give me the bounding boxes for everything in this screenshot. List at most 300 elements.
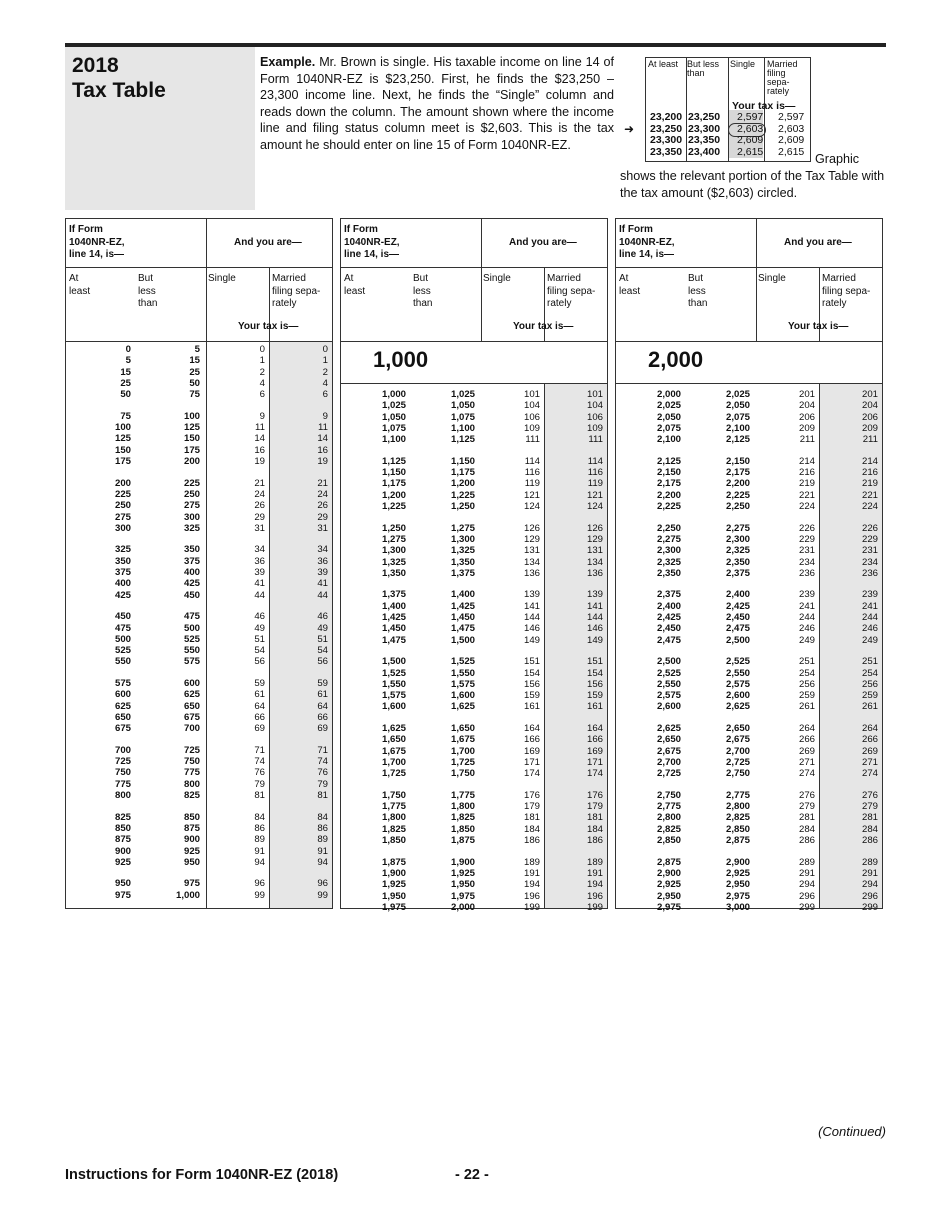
but-less-than-cell: 225 (183, 477, 200, 489)
at-least-cell: 2,425 (656, 612, 681, 623)
married-tax-cell: 261 (861, 701, 878, 713)
at-least-cell: 1,350 (381, 567, 406, 579)
at-least-cell: 1,950 (381, 890, 406, 902)
single-tax-cell: 76 (254, 767, 265, 779)
married-tax-cell: 274 (861, 768, 878, 780)
but-less-than-cell: 625 (183, 689, 200, 701)
single-tax-cell: 64 (254, 700, 265, 712)
at-least-cell: 2,025 (656, 400, 681, 412)
at-least-cell: 1,775 (381, 801, 406, 813)
mini-cell: 23,200 (650, 111, 683, 123)
at-least-cell: 2,625 (656, 723, 681, 734)
married-label: Married (822, 273, 856, 284)
but-less-than-cell: 2,000 (450, 901, 475, 913)
single-tax-cell: 21 (254, 477, 265, 489)
but-less-than-label: But (138, 273, 154, 284)
at-least-cell: 1,800 (381, 812, 406, 824)
married-tax-cell: 61 (317, 689, 328, 701)
at-least-label: At (69, 273, 79, 284)
at-least-cell: 775 (114, 778, 131, 790)
married-tax-cell: 121 (586, 489, 603, 501)
single-tax-cell: 211 (799, 434, 815, 446)
at-least-cell: 1,975 (381, 901, 406, 913)
at-least-cell: 2,500 (656, 656, 681, 668)
at-least-cell: 200 (114, 477, 131, 489)
but-less-than-cell: 2,100 (725, 422, 750, 434)
married-tax-cell: 74 (317, 756, 328, 768)
married-tax-cell: 4 (322, 377, 328, 389)
single-tax-cell: 59 (254, 678, 265, 689)
but-less-than-cell: 1,675 (450, 734, 475, 746)
single-tax-cell: 279 (798, 801, 815, 813)
single-tax-cell: 9 (259, 410, 265, 422)
at-least-label: At (619, 273, 629, 284)
but-less-than-cell: 1,350 (450, 556, 475, 568)
mini-cell: 23,350 (688, 134, 721, 146)
at-least-cell: 800 (114, 790, 131, 801)
single-tax-cell: 41 (254, 578, 265, 590)
at-least-cell: 2,350 (656, 567, 681, 579)
married-tax-cell: 169 (586, 745, 603, 757)
at-least-cell: 150 (114, 444, 131, 456)
at-least-cell: 1,000 (381, 389, 406, 400)
but-less-than-label: less (413, 285, 431, 297)
married-tax-cell: 16 (317, 444, 328, 456)
at-least-cell: 2,450 (656, 623, 681, 635)
mini-cell: 23,300 (688, 122, 721, 135)
married-tax-cell: 124 (586, 501, 603, 512)
single-tax-cell: 51 (254, 633, 265, 645)
married-tax-cell: 149 (586, 634, 603, 646)
at-least-cell: 2,200 (656, 489, 681, 501)
mini-row (650, 112, 810, 124)
but-less-than-cell: 425 (183, 578, 200, 590)
married-tax-cell: 69 (317, 723, 328, 735)
but-less-than-cell: 1,175 (450, 467, 475, 479)
married-tax-cell: 204 (861, 400, 878, 412)
but-less-than-cell: 75 (189, 389, 200, 401)
mini-cell: 2,609 (778, 134, 805, 146)
single-tax-cell: 271 (798, 756, 815, 768)
at-least-cell: 1,575 (381, 690, 406, 702)
single-tax-cell: 286 (798, 835, 815, 846)
at-least-cell: 1,550 (381, 678, 406, 690)
single-tax-cell: 276 (798, 789, 815, 801)
single-tax-cell: 0 (259, 344, 265, 355)
but-less-than-cell: 2,750 (725, 768, 750, 780)
single-tax-cell: 121 (523, 489, 540, 501)
at-least-cell: 1,675 (381, 745, 406, 757)
if-form-label: If Form (344, 224, 378, 235)
at-least-cell: 2,375 (656, 589, 681, 601)
married-tax-cell: 89 (317, 834, 328, 846)
but-less-than-cell: 2,575 (725, 678, 750, 690)
married-tax-cell: 146 (586, 623, 603, 635)
single-tax-cell: 109 (523, 422, 540, 434)
at-least-cell: 175 (114, 456, 131, 467)
married-tax-cell: 174 (586, 768, 603, 780)
married-tax-cell: 109 (586, 422, 603, 434)
married-tax-cell: 196 (586, 890, 603, 902)
but-less-than-cell: 825 (183, 790, 200, 801)
married-tax-cell: 56 (317, 656, 328, 668)
single-tax-cell: 124 (523, 501, 540, 512)
married-tax-cell: 241 (861, 600, 878, 612)
single-tax-cell: 289 (798, 856, 815, 868)
married-tax-cell: 34 (317, 544, 328, 556)
but-less-than-cell: 1,525 (450, 656, 475, 668)
married-label: filing sepa- (547, 285, 596, 297)
at-least-label: least (619, 285, 641, 297)
single-tax-cell: 251 (798, 656, 815, 668)
single-tax-cell: 166 (523, 734, 540, 746)
single-tax-cell: 56 (254, 656, 265, 668)
at-least-cell: 825 (114, 811, 131, 823)
single-tax-cell: 129 (523, 533, 540, 545)
married-tax-cell: 164 (586, 723, 603, 734)
single-tax-cell: 226 (798, 522, 815, 534)
at-least-cell: 1,925 (381, 879, 406, 891)
married-tax-cell: 151 (586, 656, 603, 668)
but-less-than-cell: 900 (183, 834, 200, 846)
but-less-than-cell: 675 (183, 711, 200, 723)
single-tax-cell: 46 (254, 611, 265, 623)
married-tax-cell: 21 (317, 477, 328, 489)
at-least-label: At (344, 273, 354, 284)
married-tax-cell: 131 (586, 545, 603, 557)
continued-note: (Continued) (818, 1124, 886, 1139)
but-less-than-cell: 850 (183, 811, 200, 823)
married-tax-cell: 51 (317, 633, 328, 645)
at-least-cell: 400 (114, 578, 131, 590)
column-divider (206, 342, 207, 908)
at-least-cell: 125 (114, 433, 131, 445)
mini-cell: 23,250 (650, 122, 683, 135)
column-divider (819, 384, 820, 908)
but-less-than-cell: 2,450 (725, 612, 750, 623)
but-less-than-cell: 575 (183, 656, 200, 668)
at-least-cell: 2,000 (656, 389, 681, 400)
if-form-label: 1040NR-EZ, (619, 236, 675, 248)
but-less-than-cell: 1,625 (450, 701, 475, 713)
but-less-than-cell: 550 (183, 645, 200, 657)
at-least-cell: 350 (114, 555, 131, 567)
single-tax-cell: 29 (254, 511, 265, 523)
but-less-than-cell: 2,475 (725, 623, 750, 635)
your-tax-label: Your tax is— (238, 321, 299, 332)
but-less-than-cell: 2,050 (725, 400, 750, 412)
single-tax-cell: 229 (798, 533, 815, 545)
married-tax-cell: 66 (317, 711, 328, 723)
column-divider (269, 342, 270, 908)
mini-cell: 2,603 (737, 122, 764, 135)
single-tax-cell: 26 (254, 500, 265, 512)
at-least-cell: 2,550 (656, 678, 681, 690)
single-tax-cell: 191 (523, 867, 540, 879)
single-tax-cell: 106 (523, 411, 540, 423)
married-tax-cell: 159 (586, 690, 603, 702)
single-tax-cell: 84 (254, 811, 265, 823)
but-less-than-cell: 1,400 (450, 589, 475, 601)
single-tax-cell: 6 (259, 389, 265, 401)
married-tax-cell: 254 (861, 667, 878, 679)
single-tax-cell: 34 (254, 544, 265, 556)
married-tax-cell: 94 (317, 856, 328, 868)
but-less-than-cell: 2,950 (725, 879, 750, 891)
married-tax-cell: 101 (586, 389, 603, 400)
married-tax-cell: 251 (861, 656, 878, 668)
example-text: Mr. Brown is single. His taxable income on line 14 of Form 1040NR-EZ is $23,250. First, he finds the $23,250 – 23,300 income line. Next, he finds the “Single” column and reads down the column. The amount shown where the income line and filing status column meet is $2,603. This is the tax amount he should enter on line 15 of Form 1040NR-EZ. (260, 55, 615, 152)
but-less-than-cell: 1,300 (450, 533, 475, 545)
but-less-than-cell: 1,000 (175, 889, 200, 901)
at-least-cell: 900 (114, 845, 131, 857)
at-least-cell: 1,900 (381, 867, 406, 879)
example-mini-table (645, 57, 811, 162)
single-tax-cell: 4 (259, 377, 265, 389)
at-least-cell: 2,150 (656, 467, 681, 479)
but-less-than-cell: 2,825 (725, 812, 750, 824)
single-tax-cell: 101 (523, 389, 540, 400)
but-less-than-cell: 1,725 (450, 756, 475, 768)
at-least-cell: 475 (114, 622, 131, 634)
single-tax-cell: 234 (798, 556, 815, 568)
at-least-cell: 925 (114, 856, 131, 868)
married-tax-cell: 259 (861, 690, 878, 702)
at-least-cell: 975 (114, 889, 131, 901)
but-less-than-cell: 1,450 (450, 612, 475, 623)
but-less-than-cell: 1,600 (450, 690, 475, 702)
single-tax-cell: 89 (254, 834, 265, 846)
but-less-than-cell: 3,000 (725, 901, 750, 913)
single-tax-cell: 146 (523, 623, 540, 635)
married-tax-cell: 276 (861, 789, 878, 801)
at-least-cell: 1,850 (381, 835, 406, 846)
single-label: Single (483, 273, 511, 284)
but-less-than-cell: 2,350 (725, 556, 750, 568)
at-least-cell: 15 (120, 366, 131, 378)
mini-cell: 2,609 (737, 134, 764, 146)
single-tax-cell: 71 (254, 744, 265, 756)
at-least-cell: 1,825 (381, 823, 406, 835)
married-tax-cell: 99 (317, 889, 328, 901)
but-less-than-label: than (138, 298, 158, 309)
married-tax-cell: 291 (861, 867, 878, 879)
at-least-cell: 2,075 (656, 422, 681, 434)
single-tax-cell: 139 (523, 589, 540, 601)
single-tax-cell: 216 (798, 467, 815, 479)
but-less-than-cell: 250 (183, 488, 200, 500)
single-tax-cell: 246 (798, 623, 815, 635)
at-least-cell: 2,775 (656, 801, 681, 813)
at-least-cell: 2,400 (656, 600, 681, 612)
but-less-than-cell: 525 (183, 633, 200, 645)
single-tax-cell: 14 (254, 433, 265, 445)
at-least-cell: 2,875 (656, 856, 681, 868)
single-tax-cell: 259 (798, 690, 815, 702)
married-tax-cell: 139 (586, 589, 603, 601)
but-less-than-cell: 1,950 (450, 879, 475, 891)
married-tax-cell: 239 (861, 589, 878, 601)
but-less-than-cell: 2,700 (725, 745, 750, 757)
but-less-than-cell: 200 (183, 456, 200, 467)
at-least-cell: 1,225 (381, 501, 406, 512)
but-less-than-cell: 1,075 (450, 411, 475, 423)
but-less-than-cell: 1,200 (450, 478, 475, 490)
at-least-cell: 225 (114, 488, 131, 500)
married-tax-cell: 299 (861, 901, 878, 913)
but-less-than-cell: 275 (183, 500, 200, 512)
but-less-than-cell: 1,100 (450, 422, 475, 434)
at-least-cell: 1,250 (381, 522, 406, 534)
page-number: - 22 - (455, 1167, 489, 1183)
at-least-cell: 450 (114, 611, 131, 623)
but-less-than-cell: 500 (183, 622, 200, 634)
but-less-than-cell: 2,525 (725, 656, 750, 668)
at-least-cell: 2,975 (656, 901, 681, 913)
married-tax-cell: 119 (587, 478, 603, 490)
but-less-than-cell: 475 (183, 611, 200, 623)
at-least-cell: 1,025 (381, 400, 406, 412)
but-less-than-cell: 2,375 (725, 567, 750, 579)
single-tax-cell: 61 (254, 689, 265, 701)
but-less-than-cell: 775 (183, 767, 200, 779)
but-less-than-cell: 2,025 (725, 389, 750, 400)
single-tax-cell: 104 (523, 400, 540, 412)
at-least-cell: 1,700 (381, 756, 406, 768)
at-least-cell: 250 (114, 500, 131, 512)
single-tax-cell: 141 (523, 600, 540, 612)
married-label: filing sepa- (822, 285, 871, 297)
married-tax-cell: 211 (862, 434, 878, 446)
married-tax-cell: 161 (586, 701, 603, 713)
but-less-than-cell: 50 (189, 377, 200, 389)
single-tax-cell: 296 (798, 890, 815, 902)
at-least-cell: 1,125 (381, 455, 406, 467)
if-form-label: If Form (619, 224, 653, 235)
single-tax-cell: 159 (523, 690, 540, 702)
married-tax-cell: 194 (586, 879, 603, 891)
married-tax-cell: 229 (861, 533, 878, 545)
but-less-than-cell: 1,975 (450, 890, 475, 902)
but-less-than-cell: 15 (189, 355, 200, 367)
single-tax-cell: 119 (524, 478, 540, 490)
married-tax-cell: 294 (861, 879, 878, 891)
your-tax-label: Your tax is— (788, 321, 849, 332)
but-less-than-cell: 25 (189, 366, 200, 378)
married-tax-cell: 104 (586, 400, 603, 412)
single-tax-cell: 74 (254, 756, 265, 768)
at-least-cell: 1,625 (381, 723, 406, 734)
married-tax-cell: 266 (861, 734, 878, 746)
married-tax-cell: 44 (317, 589, 328, 601)
at-least-cell: 600 (114, 689, 131, 701)
at-least-cell: 2,175 (656, 478, 681, 490)
single-tax-cell: 194 (523, 879, 540, 891)
at-least-cell: 2,100 (656, 434, 681, 446)
but-less-than-cell: 2,075 (725, 411, 750, 423)
at-least-cell: 2,525 (656, 667, 681, 679)
at-least-cell: 725 (114, 756, 131, 768)
but-less-than-cell: 1,275 (450, 522, 475, 534)
at-least-cell: 5 (125, 355, 131, 367)
but-less-than-cell: 400 (183, 567, 200, 578)
but-less-than-label: than (413, 298, 433, 309)
but-less-than-cell: 2,725 (725, 756, 750, 768)
but-less-than-cell: 2,175 (725, 467, 750, 479)
single-tax-cell: 254 (798, 667, 815, 679)
at-least-cell: 2,275 (656, 533, 681, 545)
married-tax-cell: 54 (317, 645, 328, 657)
married-tax-cell: 206 (861, 411, 878, 423)
married-tax-cell: 214 (861, 455, 878, 467)
but-less-than-cell: 2,625 (725, 701, 750, 713)
married-tax-cell: 256 (861, 678, 878, 690)
married-label: rately (547, 298, 572, 309)
but-less-than-cell: 1,750 (450, 768, 475, 780)
at-least-cell: 2,800 (656, 812, 681, 824)
single-tax-cell: 19 (254, 456, 265, 467)
single-tax-cell: 99 (254, 889, 265, 901)
married-tax-cell: 81 (317, 790, 328, 801)
at-least-cell: 700 (114, 744, 131, 756)
single-tax-cell: 256 (798, 678, 815, 690)
single-tax-cell: 86 (254, 822, 265, 834)
but-less-than-cell: 2,225 (725, 489, 750, 501)
single-tax-cell: 116 (524, 467, 540, 479)
single-tax-cell: 261 (798, 701, 815, 713)
but-less-than-cell: 1,875 (450, 835, 475, 846)
single-tax-cell: 231 (798, 545, 815, 557)
but-less-than-cell: 2,150 (725, 455, 750, 467)
single-tax-cell: 294 (798, 879, 815, 891)
but-less-than-cell: 1,225 (450, 489, 475, 501)
header-divider (616, 267, 882, 268)
but-less-than-cell: 5 (194, 344, 200, 355)
single-tax-cell: 204 (798, 400, 815, 412)
column-divider (756, 219, 757, 341)
single-tax-cell: 36 (254, 555, 265, 567)
single-tax-cell: 94 (254, 856, 265, 868)
single-tax-cell: 299 (798, 901, 815, 913)
at-least-cell: 425 (114, 589, 131, 601)
married-label: Married (272, 273, 306, 284)
at-least-cell: 2,950 (656, 890, 681, 902)
married-tax-cell: 111 (588, 434, 603, 446)
but-less-than-cell: 325 (183, 522, 200, 534)
mini-header-but-less: But less than (687, 59, 720, 78)
but-less-than-cell: 700 (183, 723, 200, 735)
if-form-label: 1040NR-EZ, (344, 236, 400, 248)
married-tax-cell: 264 (861, 723, 878, 734)
if-form-label: line 14, is— (344, 249, 400, 260)
married-tax-cell: 26 (317, 500, 328, 512)
at-least-cell: 25 (120, 377, 131, 389)
at-least-cell: 2,675 (656, 745, 681, 757)
married-tax-cell: 179 (586, 801, 603, 813)
but-less-than-cell: 2,900 (725, 856, 750, 868)
at-least-cell: 2,925 (656, 879, 681, 891)
mini-your-tax: Your tax is— (732, 100, 796, 112)
at-least-cell: 275 (114, 511, 131, 523)
at-least-cell: 375 (114, 567, 131, 578)
at-least-label: least (344, 285, 366, 297)
single-tax-cell: 171 (523, 756, 540, 768)
at-least-cell: 1,525 (381, 667, 406, 679)
but-less-than-cell: 1,550 (450, 667, 475, 679)
at-least-cell: 950 (114, 878, 131, 890)
at-least-cell: 2,225 (656, 501, 681, 512)
married-tax-cell: 71 (317, 744, 328, 756)
